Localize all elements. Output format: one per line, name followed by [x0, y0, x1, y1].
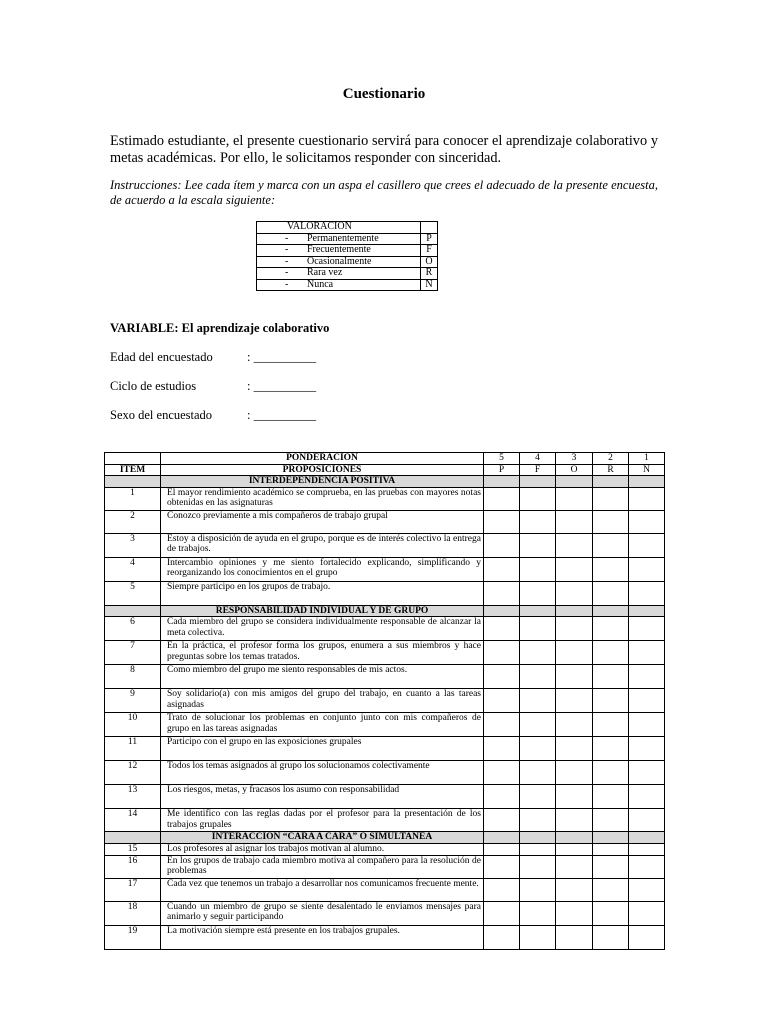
intro-paragraph: Estimado estudiante, el presente cuestionario servirá para conocer el aprendizaje colaborativo y metas académicas. Por ello, le solicitamos responder con sinceridad. [110, 133, 658, 166]
section-title: INTERACCION “CARA A CARA” O SIMULTANEA [161, 832, 484, 844]
scale-label: Rara vez [307, 267, 343, 278]
answer-cell[interactable] [629, 901, 665, 925]
answer-cell[interactable] [556, 510, 593, 533]
section-blank [105, 476, 161, 488]
proposition-text: Estoy a disposición de ayuda en el grupo, porque es de interés colectivo la entrega de trabajos. [161, 533, 484, 557]
item-number: 16 [105, 855, 161, 878]
section-score-cell [484, 476, 520, 488]
proposiciones-header: PROPOSICIONES [161, 464, 484, 476]
table-row [105, 901, 665, 925]
header-row [105, 464, 665, 476]
answer-cell[interactable] [556, 761, 593, 785]
section-row [105, 605, 665, 617]
answer-cell[interactable] [520, 665, 556, 689]
answer-cell[interactable] [484, 581, 520, 605]
item-number: 2 [105, 510, 161, 533]
table-row [105, 925, 665, 949]
answer-cell[interactable] [556, 557, 593, 581]
answer-cell[interactable] [556, 581, 593, 605]
answer-cell[interactable] [556, 737, 593, 761]
answer-cell[interactable] [629, 761, 665, 785]
scale-row [257, 268, 438, 280]
answer-cell[interactable] [520, 901, 556, 925]
item-number: 12 [105, 761, 161, 785]
section-score-cell [556, 832, 593, 844]
answer-cell[interactable] [556, 533, 593, 557]
table-row [105, 737, 665, 761]
answer-cell[interactable] [629, 689, 665, 713]
table-row [105, 843, 665, 855]
answer-cell[interactable] [484, 713, 520, 737]
answer-cell[interactable] [629, 878, 665, 901]
answer-cell[interactable] [593, 737, 629, 761]
section-score-cell [520, 476, 556, 488]
answer-cell[interactable] [629, 737, 665, 761]
item-number: 7 [105, 641, 161, 665]
proposition-text: Soy solidario(a) con mis amigos del grupo del trabajo, en cuanto a las tareas asignadas [161, 689, 484, 713]
answer-cell[interactable] [556, 785, 593, 809]
item-number: 1 [105, 487, 161, 510]
scale-row [257, 245, 438, 257]
answer-cell[interactable] [593, 809, 629, 832]
scale-code: P [421, 233, 438, 245]
section-score-cell [629, 476, 665, 488]
scale-code: F [421, 245, 438, 257]
answer-cell[interactable] [629, 617, 665, 641]
answer-cell[interactable] [520, 925, 556, 949]
age-field[interactable] [110, 350, 316, 365]
field-blank[interactable]: : __________ [247, 408, 317, 422]
item-number: 11 [105, 737, 161, 761]
section-score-cell [593, 476, 629, 488]
answer-cell[interactable] [556, 878, 593, 901]
answer-cell[interactable] [629, 510, 665, 533]
table-row [105, 557, 665, 581]
score-header: 5 [484, 453, 520, 465]
sex-field[interactable] [110, 408, 316, 423]
answer-cell[interactable] [484, 487, 520, 510]
answer-cell[interactable] [629, 855, 665, 878]
answer-cell[interactable] [629, 533, 665, 557]
answer-cell[interactable] [520, 855, 556, 878]
section-score-cell [484, 832, 520, 844]
proposition-text: Siempre participo en los grupos de trabajo. [161, 581, 484, 605]
scale-header-row [257, 222, 438, 234]
answer-cell[interactable] [520, 713, 556, 737]
proposition-text: Conozco previamente a mis compañeros de trabajo grupal [161, 510, 484, 533]
answer-cell[interactable] [520, 641, 556, 665]
answer-cell[interactable] [520, 843, 556, 855]
proposition-text: Todos los temas asignados al grupo los solucionamos colectivamente [161, 761, 484, 785]
instructions-paragraph: Instrucciones: Lee cada ítem y marca con un aspa el casillero que crees el adecuado de la presente encuesta, de acuerdo a la escala siguiente: [110, 178, 658, 207]
answer-cell[interactable] [593, 510, 629, 533]
table-row [105, 689, 665, 713]
answer-cell[interactable] [593, 689, 629, 713]
variable-heading: VARIABLE: El aprendizaje colaborativo [110, 321, 330, 335]
section-title: INTERDEPENDENCIA POSITIVA [161, 476, 484, 488]
table-row [105, 785, 665, 809]
blank-cell [105, 453, 161, 465]
table-row [105, 510, 665, 533]
answer-cell[interactable] [593, 901, 629, 925]
answer-cell[interactable] [556, 809, 593, 832]
score-header: 2 [593, 453, 629, 465]
proposition-text: En la práctica, el profesor forma los grupos, enumera a sus miembros y hace preguntas sobre los temas tratados. [161, 641, 484, 665]
answer-cell[interactable] [593, 665, 629, 689]
scale-code: O [421, 256, 438, 268]
table-row [105, 487, 665, 510]
answer-cell[interactable] [520, 581, 556, 605]
answer-cell[interactable] [484, 617, 520, 641]
code-header: F [520, 464, 556, 476]
item-number: 6 [105, 617, 161, 641]
table-row [105, 855, 665, 878]
answer-cell[interactable] [520, 689, 556, 713]
proposition-text: Cuando un miembro de grupo se siente desalentado le enviamos mensajes para animarlo y seguir participando [161, 901, 484, 925]
code-header: R [593, 464, 629, 476]
answer-cell[interactable] [593, 533, 629, 557]
page-title: Cuestionario [342, 86, 426, 102]
proposition-text: Los riesgos, metas, y fracasos los asumo con responsabilidad [161, 785, 484, 809]
answer-cell[interactable] [520, 785, 556, 809]
answer-cell[interactable] [629, 809, 665, 832]
answer-cell[interactable] [556, 641, 593, 665]
answer-cell[interactable] [520, 510, 556, 533]
scale-label: Ocasionalmente [307, 255, 372, 267]
answer-cell[interactable] [484, 533, 520, 557]
table-row [105, 533, 665, 557]
code-header: O [556, 464, 593, 476]
table-row [105, 809, 665, 832]
table-row [105, 878, 665, 901]
proposition-text: Me identifico con las reglas dadas por el profesor para la presentación de los trabajos grupales [161, 809, 484, 832]
scale-code: N [421, 279, 438, 291]
scale-dash: - [285, 267, 289, 278]
answer-cell[interactable] [593, 713, 629, 737]
answer-cell[interactable] [556, 689, 593, 713]
answer-cell[interactable] [593, 925, 629, 949]
answer-cell[interactable] [556, 901, 593, 925]
scale-dash: - [285, 244, 289, 255]
answer-cell[interactable] [593, 617, 629, 641]
answer-cell[interactable] [484, 843, 520, 855]
answer-cell[interactable] [484, 641, 520, 665]
answer-cell[interactable] [520, 761, 556, 785]
answer-cell[interactable] [556, 925, 593, 949]
scale-label: Frecuentemente [307, 244, 371, 255]
answer-cell[interactable] [593, 641, 629, 665]
scale-dash: - [285, 232, 289, 244]
field-blank[interactable]: : __________ [247, 379, 317, 393]
cycle-field[interactable] [110, 379, 316, 394]
proposition-text: Como miembro del grupo me siento responsables de mis actos. [161, 665, 484, 689]
field-label: Sexo del encuestado [110, 408, 213, 422]
answer-cell[interactable] [593, 557, 629, 581]
section-blank [105, 605, 161, 617]
answer-cell[interactable] [629, 665, 665, 689]
proposition-text: Cada miembro del grupo se considera individualmente responsable de alcanzar la meta colectiva. [161, 617, 484, 641]
answer-cell[interactable] [484, 689, 520, 713]
answer-cell[interactable] [484, 557, 520, 581]
field-label: Edad del encuestado [110, 350, 213, 364]
item-number: 18 [105, 901, 161, 925]
scale-row [257, 279, 438, 291]
score-header: 1 [629, 453, 665, 465]
answer-cell[interactable] [629, 487, 665, 510]
item-number: 9 [105, 689, 161, 713]
answer-cell[interactable] [520, 737, 556, 761]
item-number: 10 [105, 713, 161, 737]
answer-cell[interactable] [593, 843, 629, 855]
table-row [105, 713, 665, 737]
code-header: P [484, 464, 520, 476]
answer-cell[interactable] [629, 641, 665, 665]
answer-cell[interactable] [593, 785, 629, 809]
table-row [105, 581, 665, 605]
item-number: 19 [105, 925, 161, 949]
answer-cell[interactable] [593, 855, 629, 878]
proposition-text: La motivación siempre está presente en los trabajos grupales. [161, 925, 484, 949]
section-score-cell [520, 605, 556, 617]
scale-dash: - [285, 255, 289, 267]
answer-cell[interactable] [520, 809, 556, 832]
answer-cell[interactable] [484, 855, 520, 878]
proposition-text: Trato de solucionar los problemas en conjunto junto con mis compañeros de grupo en las tareas asignadas [161, 713, 484, 737]
answer-cell[interactable] [484, 510, 520, 533]
section-score-cell [520, 832, 556, 844]
answer-cell[interactable] [556, 665, 593, 689]
section-score-cell [593, 832, 629, 844]
item-number: 17 [105, 878, 161, 901]
section-row [105, 476, 665, 488]
section-score-cell [593, 605, 629, 617]
score-header: 4 [520, 453, 556, 465]
item-number: 14 [105, 809, 161, 832]
item-number: 4 [105, 557, 161, 581]
answer-cell[interactable] [629, 925, 665, 949]
scale-label: Permanentemente [307, 232, 379, 244]
proposition-text: Cada vez que tenemos un trabajo a desarrollar nos comunicamos frecuente mente. [161, 878, 484, 901]
proposition-text: Participo con el grupo en las exposiciones grupales [161, 737, 484, 761]
answer-cell[interactable] [520, 878, 556, 901]
scale-header: VALORACION [257, 222, 421, 234]
proposition-text: Los profesores al asignar los trabajos motivan al alumno. [161, 843, 484, 855]
answer-cell[interactable] [484, 809, 520, 832]
answer-cell[interactable] [556, 617, 593, 641]
field-label: Ciclo de estudios [110, 379, 197, 393]
scale-row [257, 256, 438, 268]
proposition-text: Intercambio opiniones y me siento fortalecido explicando, simplificando y reorganizando los conocimientos en el grupo [161, 557, 484, 581]
scale-table [256, 221, 438, 291]
scale-code: R [421, 268, 438, 280]
item-number: 3 [105, 533, 161, 557]
section-score-cell [556, 605, 593, 617]
answer-cell[interactable] [629, 785, 665, 809]
item-header: ITEM [105, 464, 161, 476]
answer-cell[interactable] [484, 878, 520, 901]
section-blank [105, 832, 161, 844]
section-title: RESPONSABILIDAD INDIVIDUAL Y DE GRUPO [161, 605, 484, 617]
answer-cell[interactable] [484, 737, 520, 761]
answer-cell[interactable] [484, 925, 520, 949]
answer-cell[interactable] [593, 761, 629, 785]
answer-cell[interactable] [629, 581, 665, 605]
item-number: 5 [105, 581, 161, 605]
answer-cell[interactable] [629, 843, 665, 855]
table-row [105, 761, 665, 785]
proposition-text: En los grupos de trabajo cada miembro motiva al compañero para la resolución de problemas [161, 855, 484, 878]
answer-cell[interactable] [629, 557, 665, 581]
answer-cell[interactable] [520, 533, 556, 557]
table-row [105, 665, 665, 689]
item-number: 15 [105, 843, 161, 855]
answer-cell[interactable] [556, 487, 593, 510]
section-score-cell [629, 605, 665, 617]
scale-label: Nunca [307, 278, 334, 290]
table-row [105, 617, 665, 641]
answer-cell[interactable] [484, 665, 520, 689]
answer-cell[interactable] [484, 761, 520, 785]
answer-cell[interactable] [593, 487, 629, 510]
questionnaire-table [104, 452, 665, 950]
section-score-cell [556, 476, 593, 488]
table-row [105, 641, 665, 665]
answer-cell[interactable] [629, 713, 665, 737]
score-header: 3 [556, 453, 593, 465]
field-blank[interactable]: : __________ [247, 350, 317, 364]
section-row [105, 832, 665, 844]
answer-cell[interactable] [520, 617, 556, 641]
section-score-cell [484, 605, 520, 617]
section-score-cell [629, 832, 665, 844]
answer-cell[interactable] [593, 581, 629, 605]
proposition-text: El mayor rendimiento académico se comprueba, en las pruebas con mayores notas obtenidas en las asignaturas [161, 487, 484, 510]
answer-cell[interactable] [556, 855, 593, 878]
ponderacion-row [105, 453, 665, 465]
scale-dash: - [285, 278, 289, 290]
answer-cell[interactable] [556, 843, 593, 855]
scale-header-code [421, 222, 438, 234]
answer-cell[interactable] [520, 487, 556, 510]
answer-cell[interactable] [556, 713, 593, 737]
item-number: 13 [105, 785, 161, 809]
answer-cell[interactable] [484, 785, 520, 809]
scale-row [257, 233, 438, 245]
answer-cell[interactable] [520, 557, 556, 581]
item-number: 8 [105, 665, 161, 689]
answer-cell[interactable] [484, 901, 520, 925]
answer-cell[interactable] [593, 878, 629, 901]
ponderacion-header: PONDERACION [161, 453, 484, 465]
code-header: N [629, 464, 665, 476]
